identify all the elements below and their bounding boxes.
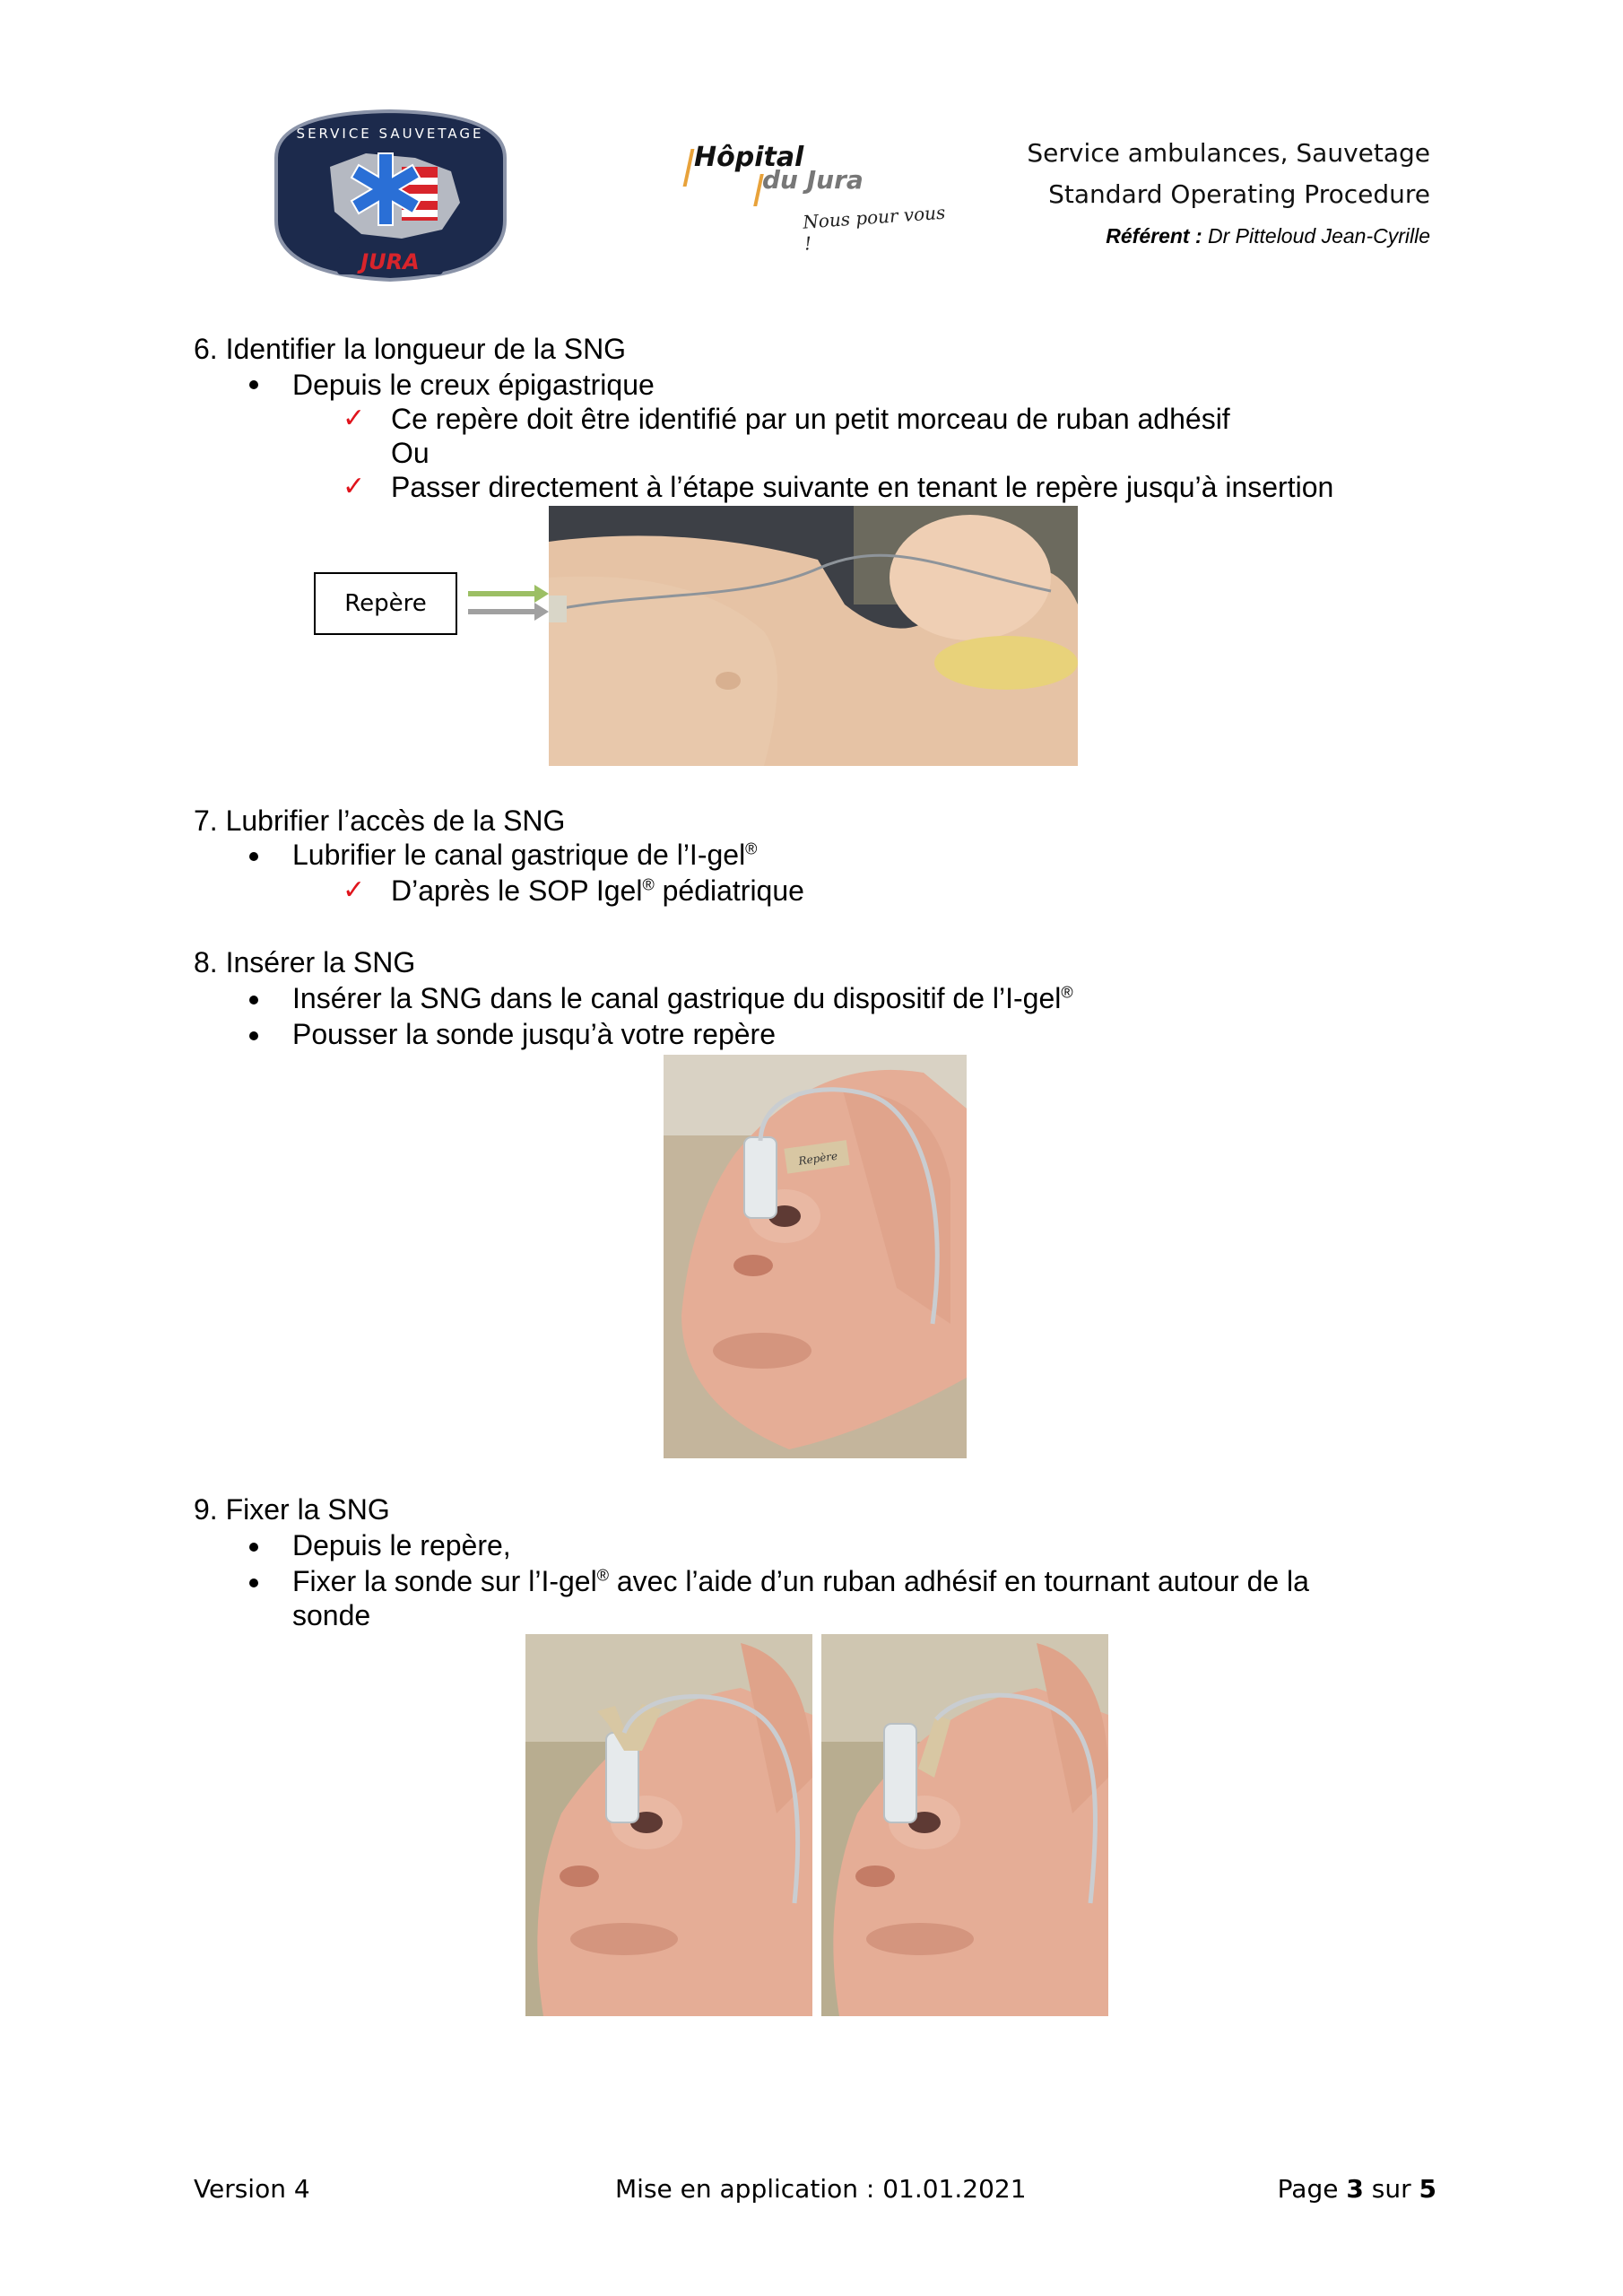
step6-check2: Passer directement à l’étape suivante en tenant le repère jusqu’à insertion (391, 471, 1334, 503)
header-service: Service ambulances, Sauvetage (1027, 138, 1430, 168)
step6-title: 6. Identifier la longueur de la SNG (194, 333, 627, 365)
step6-bullet1: Depuis le creux épigastrique (292, 369, 655, 401)
step7-check1-post: pédiatrique (654, 874, 804, 907)
bullet-dot (249, 380, 258, 389)
bullet-dot (249, 1543, 258, 1552)
registered-mark: ® (596, 1566, 609, 1585)
svg-text:Repère: Repère (797, 1149, 838, 1168)
page-separator: sur (1371, 2174, 1411, 2204)
registered-mark: ® (642, 875, 655, 894)
step8-bullet2: Pousser la sonde jusqu’à votre repère (292, 1018, 776, 1050)
photo-tape-fixation-1 (525, 1634, 812, 2016)
header-procedure: Standard Operating Procedure (1048, 179, 1430, 209)
step9-bullet2-line2: sonde (292, 1599, 371, 1631)
bullet-dot (249, 852, 258, 861)
step9-bullet2-pre: Fixer la sonde sur l’I-gel (292, 1565, 597, 1597)
step7-bullet1-text: Lubrifier le canal gastrique de l’I-gel (292, 839, 746, 871)
logo-line1: Hôpital (694, 142, 804, 173)
arrow-right-icon (464, 581, 551, 624)
step6-or: Ou (391, 437, 430, 469)
registered-mark: ® (1061, 983, 1073, 1002)
hopital-du-jura-logo (681, 142, 950, 255)
logo-line2: du Jura (762, 165, 864, 195)
photo-manikin-torso (549, 506, 1078, 766)
logo-bracket-1 (683, 149, 695, 187)
page-label: Page (1277, 2174, 1339, 2204)
step9-title: 9. Fixer la SNG (194, 1493, 390, 1526)
step7-check1 (391, 874, 804, 908)
svg-text:JURA: JURA (360, 249, 420, 274)
header-referent (1027, 215, 1430, 257)
step7-check1-pre: D’après le SOP Igel (391, 874, 643, 907)
svg-text:SERVICE SAUVETAGE: SERVICE SAUVETAGE (296, 126, 484, 142)
step8-bullet1 (292, 981, 1073, 1015)
step7-bullet1 (292, 838, 757, 872)
step8-bullet1-text: Insérer la SNG dans le canal gastrique du dispositif de l’I-gel (292, 982, 1062, 1014)
logo-tagline: Nous pour vous ! (802, 201, 946, 255)
header-info (1027, 133, 1430, 257)
bullet-dot (249, 1031, 258, 1040)
photo-igel-insertion (664, 1055, 967, 1458)
page-total: 5 (1419, 2174, 1436, 2204)
registered-mark: ® (745, 839, 758, 858)
service-sauvetage-jura-logo (267, 104, 514, 283)
checkmark-icon: ✓ (343, 471, 366, 502)
footer-page (1278, 2174, 1436, 2205)
referent-label: Référent : (1106, 224, 1202, 248)
checkmark-icon: ✓ (343, 874, 366, 906)
referent-name: Dr Pitteloud Jean-Cyrille (1208, 224, 1430, 248)
step6-check1: Ce repère doit être identifié par un petit morceau de ruban adhésif (391, 403, 1230, 435)
bullet-dot (249, 996, 258, 1004)
step9-bullet2-post: avec l’aide d’un ruban adhésif en tournant autour de la (608, 1565, 1309, 1597)
photo-tape-fixation-2 (821, 1634, 1108, 2016)
step7-title: 7. Lubrifier l’accès de la SNG (194, 804, 566, 837)
footer-version: Version 4 (194, 2174, 310, 2204)
bullet-dot (249, 1578, 258, 1587)
step9-bullet2 (292, 1564, 1309, 1598)
footer-application-date: Mise en application : 01.01.2021 (615, 2174, 1027, 2204)
repere-callout-label: Repère (344, 590, 427, 617)
repere-callout (314, 572, 457, 635)
step8-title: 8. Insérer la SNG (194, 946, 416, 978)
checkmark-icon: ✓ (343, 403, 366, 434)
page-number: 3 (1346, 2174, 1364, 2204)
step9-bullet1: Depuis le repère, (292, 1529, 511, 1561)
